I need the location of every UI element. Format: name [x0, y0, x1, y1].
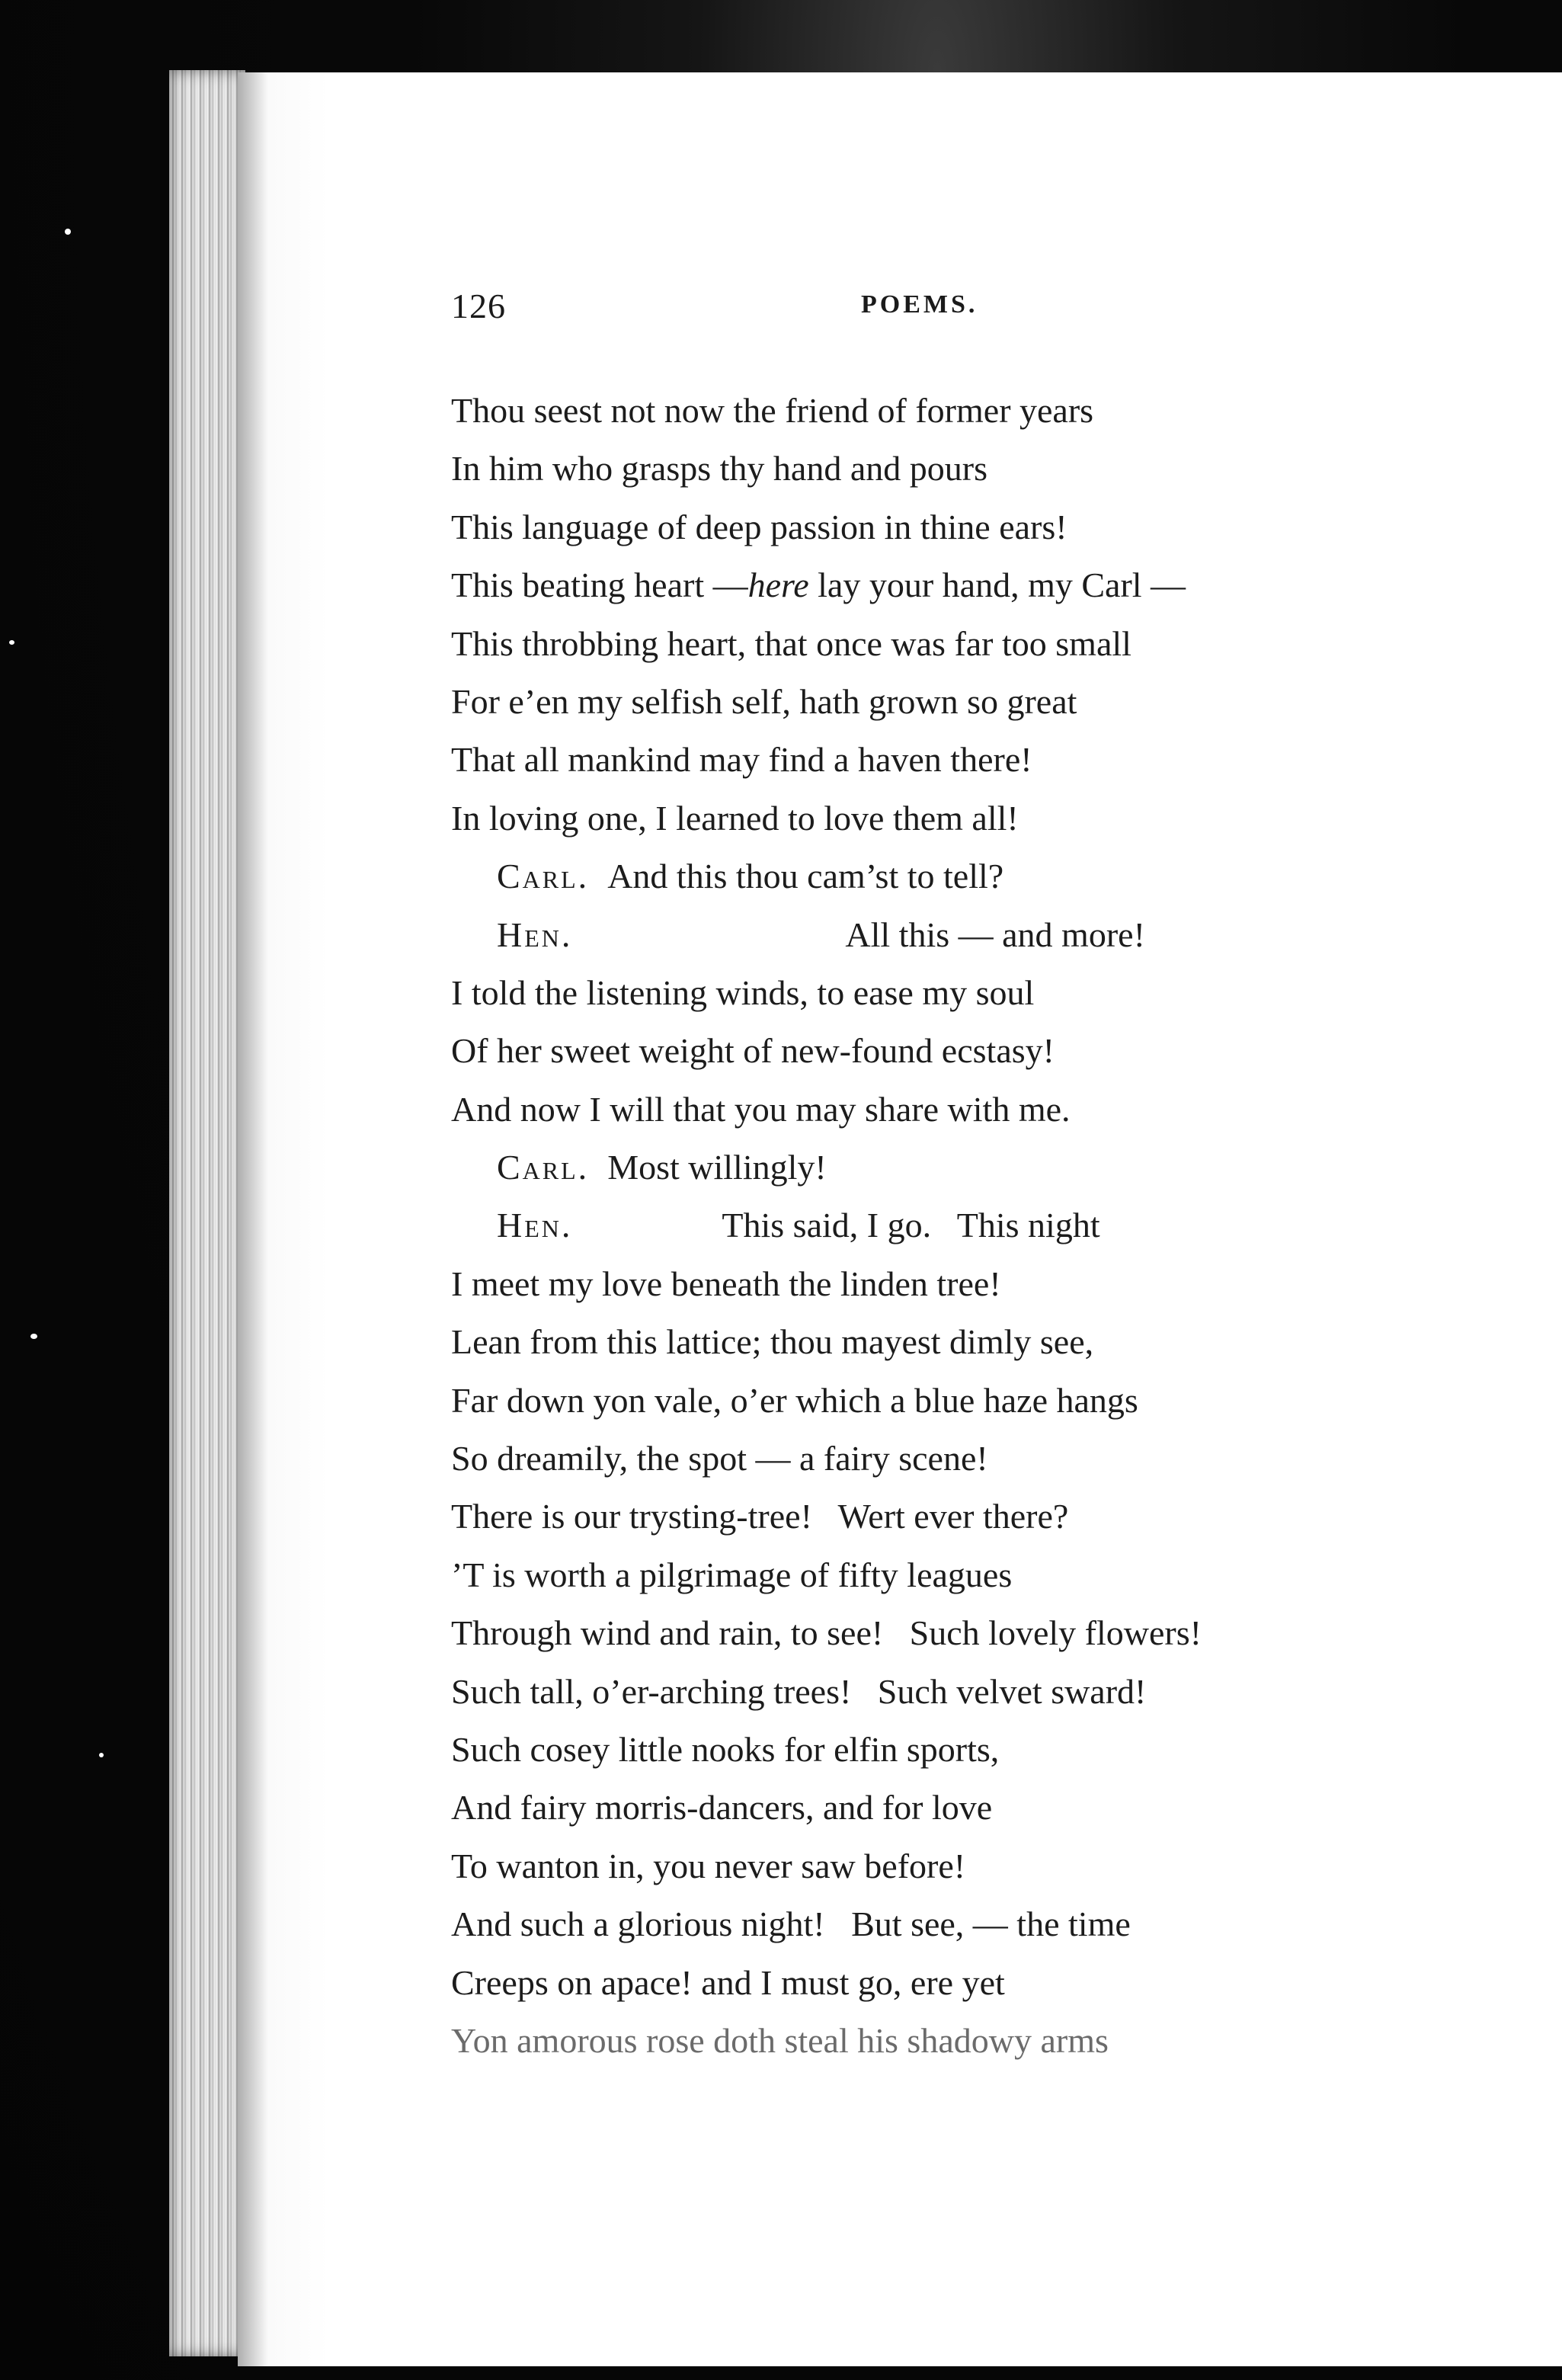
verse-line: [451, 1086, 1464, 1144]
verse-line: [451, 1027, 1464, 1085]
verse-line: [451, 1901, 1464, 1959]
speaker-name: Hen.: [497, 1206, 573, 1245]
verse-line: [451, 1784, 1464, 1842]
poem-text: [451, 387, 1464, 2075]
verse-line: [451, 504, 1464, 562]
verse-text: In him who grasps thy hand and pours: [451, 449, 987, 488]
verse-text: Such cosey little nooks for elfin sports,: [451, 1729, 1000, 1769]
verse-line: [451, 736, 1464, 794]
verse-line: [451, 678, 1464, 736]
verse-text: That all mankind may find a haven there!: [451, 740, 1032, 780]
verse-text: And now I will that you may share with me.: [451, 1089, 1071, 1129]
verse-text: Far down yon vale, o’er which a blue haze hangs: [451, 1380, 1138, 1420]
verse-text: I told the listening winds, to ease my soul: [451, 972, 1035, 1012]
dialogue-line: [451, 911, 1464, 969]
verse-text: Of her sweet weight of new-found ecstasy!: [451, 1031, 1055, 1071]
verse-line: [451, 1377, 1464, 1435]
dust-speck: [30, 1334, 37, 1339]
verse-text: Lean from this lattice; thou mayest dimly see,: [451, 1322, 1094, 1362]
verse-text: This throbbing heart, that once was far too small: [451, 623, 1131, 663]
verse-line: [451, 1493, 1464, 1551]
running-head: POEMS.: [861, 290, 978, 319]
verse-text: lay your hand, my Carl —: [808, 565, 1186, 605]
verse-line: [451, 2017, 1464, 2075]
verse-text: Thou seest not now the friend of former years: [451, 391, 1094, 430]
verse-line: [451, 1318, 1464, 1376]
verse-text: This said, I go. This night: [722, 1206, 1100, 1245]
verse-text: For e’en my selfish self, hath grown so great: [451, 681, 1077, 721]
verse-text: And such a glorious night! But see, — the time: [451, 1904, 1131, 1944]
book-page-edges: [169, 70, 245, 2356]
verse-text: ’T is worth a pilgrimage of fifty leagues: [451, 1555, 1013, 1594]
verse-text: Through wind and rain, to see! Such lovely flowers!: [451, 1613, 1202, 1653]
verse-line: [451, 1843, 1464, 1901]
dust-speck: [65, 229, 71, 235]
verse-line: [451, 1726, 1464, 1784]
verse-text: This language of deep passion in thine ears!: [451, 507, 1067, 546]
verse-text: Most willingly!: [607, 1148, 827, 1187]
verse-text: I meet my love beneath the linden tree!: [451, 1264, 1001, 1303]
verse-line: [451, 795, 1464, 853]
verse-line: [451, 387, 1464, 445]
verse-text: And fairy morris-dancers, and for love: [451, 1788, 993, 1827]
verse-line: [451, 969, 1464, 1027]
verse-line: [451, 620, 1464, 678]
verse-text: To wanton in, you never saw before!: [451, 1846, 966, 1885]
dust-speck: [579, 2347, 584, 2351]
emphasized-word: here: [747, 565, 809, 605]
verse-line: [451, 1668, 1464, 1726]
verse-text: Such tall, o’er-arching trees! Such velvet sward!: [451, 1671, 1147, 1711]
verse-text: So dreamily, the spot — a fairy scene!: [451, 1439, 988, 1478]
verse-line: [451, 1260, 1464, 1318]
verse-text: This beating heart —: [451, 565, 748, 605]
verse-line: [451, 1959, 1464, 2017]
verse-text: Yon amorous rose doth steal his shadowy arms: [451, 2020, 1109, 2060]
dust-speck: [9, 640, 14, 645]
speaker-name: Carl.: [497, 857, 590, 896]
verse-line: [451, 445, 1464, 503]
verse-line: [451, 1552, 1464, 1610]
verse-line: [451, 562, 1464, 620]
verse-line: [451, 1610, 1464, 1667]
speaker-name: Hen.: [497, 915, 573, 954]
page-header: [451, 286, 1365, 332]
verse-text: And this thou cam’st to tell?: [607, 857, 1004, 896]
page-number: 126: [451, 287, 506, 325]
speaker-name: Carl.: [497, 1148, 590, 1187]
verse-text: There is our trysting-tree! Wert ever there?: [451, 1497, 1069, 1536]
gutter-shadow: [238, 72, 268, 2366]
dialogue-line: [451, 853, 1464, 911]
verse-text: In loving one, I learned to love them all!: [451, 798, 1019, 838]
dialogue-line: [451, 1202, 1464, 1260]
dust-speck: [99, 1753, 104, 1757]
verse-text: Creeps on apace! and I must go, ere yet: [451, 1962, 1005, 2002]
dialogue-line: [451, 1144, 1464, 1202]
verse-line: [451, 1435, 1464, 1493]
verse-text: All this — and more!: [845, 915, 1145, 954]
